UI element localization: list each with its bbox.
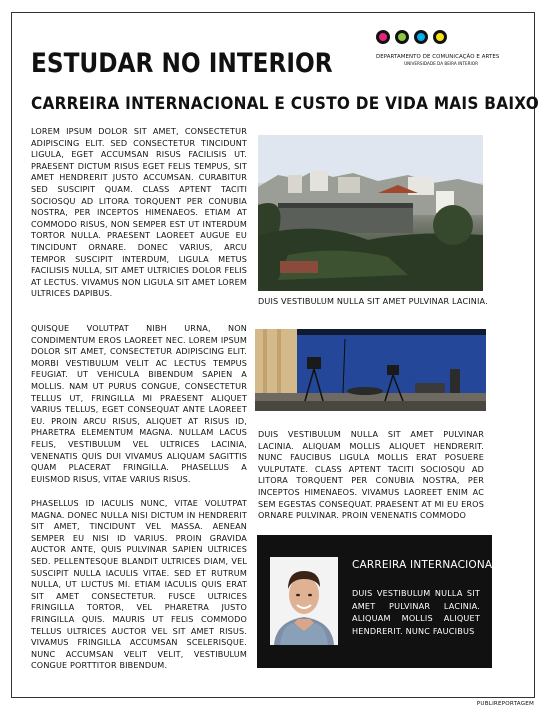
town-photo-illustration bbox=[258, 135, 483, 291]
student-portrait-illustration bbox=[270, 557, 338, 645]
studio-photo-illustration bbox=[255, 329, 486, 411]
page-subtitle: CARREIRA INTERNACIONAL E CUSTO DE VIDA MAIS BAIXO bbox=[31, 94, 540, 114]
department-logo bbox=[376, 30, 500, 66]
box-title: CARREIRA INTERNACIONAL bbox=[352, 559, 499, 571]
logo-dot-pink bbox=[376, 30, 390, 44]
logo-dot-green bbox=[395, 30, 409, 44]
body-paragraph-2: QUISQUE VOLUTPAT NIBH URNA, NON CONDIMENTUM EROS LAOREET NEC. LOREM IPSUM DOLOR SIT AMET, CONSECTETUR ADIPISCING ELIT. MORBI VESTIBULUM VELIT AC LECTUS TEMPUS FEUGIAT. UT VEHICULA BIBENDUM SAPIEN A MOLLIS. NAM UT PURUS CONGUE, CONSECTETUR TELLUS UT, FRINGILLA MI PRAESENT ALIQUET VARIUS TELLUS, EGET CONSEQUAT ANTE LAOREET EU. PROIN ARCU RISUS, ALIQUET AT RISUS ID, PHARETRA ELEMENTUM MAGNA. NULLAM LACUS FELIS, VESTIBULUM VEL ULTRICES LACINIA, VENENATIS QUIS DUI VIVAMUS ALIQUAM SAGITTIS QUAM PLACERAT FRINGILLA. PHASELLUS A EUISMOD RISUS, VITAE VARIUS RISUS. bbox=[31, 323, 247, 484]
logo-dots bbox=[376, 30, 484, 48]
logo-department-name: DEPARTAMENTO DE COMUNICAÇÃO E ARTES bbox=[376, 54, 500, 60]
box-text: DUIS VESTIBULUM NULLA SIT AMET PULVINAR LACINIA. ALIQUAM MOLLIS ALIQUET HENDRERIT. NUNC FAUCIBUS bbox=[352, 588, 480, 636]
studio-photo bbox=[255, 329, 486, 411]
logo-dot-yellow bbox=[433, 30, 447, 44]
footer-tag: PUBLIREPORTAGEM bbox=[476, 701, 534, 707]
town-photo-caption: DUIS VESTIBULUM NULLA SIT AMET PULVINAR LACINIA. bbox=[258, 296, 488, 306]
international-career-box bbox=[257, 535, 499, 668]
studio-photo-caption: DUIS VESTIBULUM NULLA SIT AMET PULVINAR LACINIA. ALIQUAM MOLLIS ALIQUET HENDRERIT. NUNC FAUCIBUS LIGULA MOLLIS ERAT POSUERE VULPUTATE. CLASS APTENT TACITI SOCIOSQU AD LITORA TORQUENT PER CONUBIA NOSTRA, PER INCEPTOS HIMENAEOS. VIVAMUS LAOREET ENIM AC SEM EGESTAS CONSEQUAT. PRAESENT AT MI EU EROS ORNARE PULVINAR. PROIN VENENATIS COMMODO bbox=[258, 429, 484, 521]
logo-university-name: UNIVERSIDADE DA BEIRA INTERIOR bbox=[404, 61, 478, 66]
body-paragraph-1: LOREM IPSUM DOLOR SIT AMET, CONSECTETUR ADIPISCING ELIT. SED CONSECTETUR TINCIDUNT LIGULA, EGET ACCUMSAN RISUS FACILISIS UT. PRAESENT DICTUM RISUS EGET FELIS TEMPUS, SIT AMET HENDRERIT JUSTO ACCUMSAN. CURABITUR SED SUSCIPIT QUAM. CLASS APTENT TACITI SOCIOSQU AD LITORA TORQUENT PER CONUBIA NOSTRA, PER INCEPTOS HIMENAEOS. ETIAM AT COMMODO RISUS, NON SEMPER EST UT INTERDUM TORTOR NULLA. PRAESENT LAOREET AUGUE EU TINCIDUNT ORNARE. DONEC VARIUS, ARCU TEMPOR SUSCIPIT INTERDUM, LIGULA METUS FACILISIS NULLA, SIT AMET ULTRICIES DOLOR FELIS AT LECTUS. VIVAMUS NON LIGULA SIT AMET LOREM ULTRICES DAPIBUS. bbox=[31, 126, 248, 299]
page-title: ESTUDAR NO INTERIOR bbox=[31, 48, 333, 79]
town-photo bbox=[258, 135, 483, 291]
body-paragraph-3: PHASELLUS ID IACULIS NUNC, VITAE VOLUTPAT MAGNA. DONEC NULLA NISI DICTUM IN HENDRERIT SIT AMET, TINCIDUNT VEL MASSA. AENEAN SEMPER EU NISI ID VARIUS. PROIN GRAVIDA AUCTOR ANTE, QUIS PULVINAR SAPIEN ULTRICES SED. PELLENTESQUE BLANDIT ULTRICES DIAM, VEL SUSCIPIT NULLA IACULIS VITAE. SED ET RUTRUM NULLA, UT LUCTUS MI. ETIAM IACULIS QUIS ERAT SIT AMET CONSECTETUR. FUSCE ULTRICES FRINGILLA TORTOR, VEL PHARETRA JUSTO FRINGILLA QUIS. MAURIS UT FELIS COMMODO TELLUS ULTRICES AUCTOR VEL SIT AMET RISUS. VIVAMUS FRINGILLA ACCUMSAN SCELERISQUE. NUNC ACCUMSAN VELIT VELIT, VESTIBULUM CONGUE PORTTITOR BIBENDUM. bbox=[31, 498, 247, 671]
student-portrait bbox=[270, 557, 338, 645]
logo-dot-blue bbox=[414, 30, 428, 44]
